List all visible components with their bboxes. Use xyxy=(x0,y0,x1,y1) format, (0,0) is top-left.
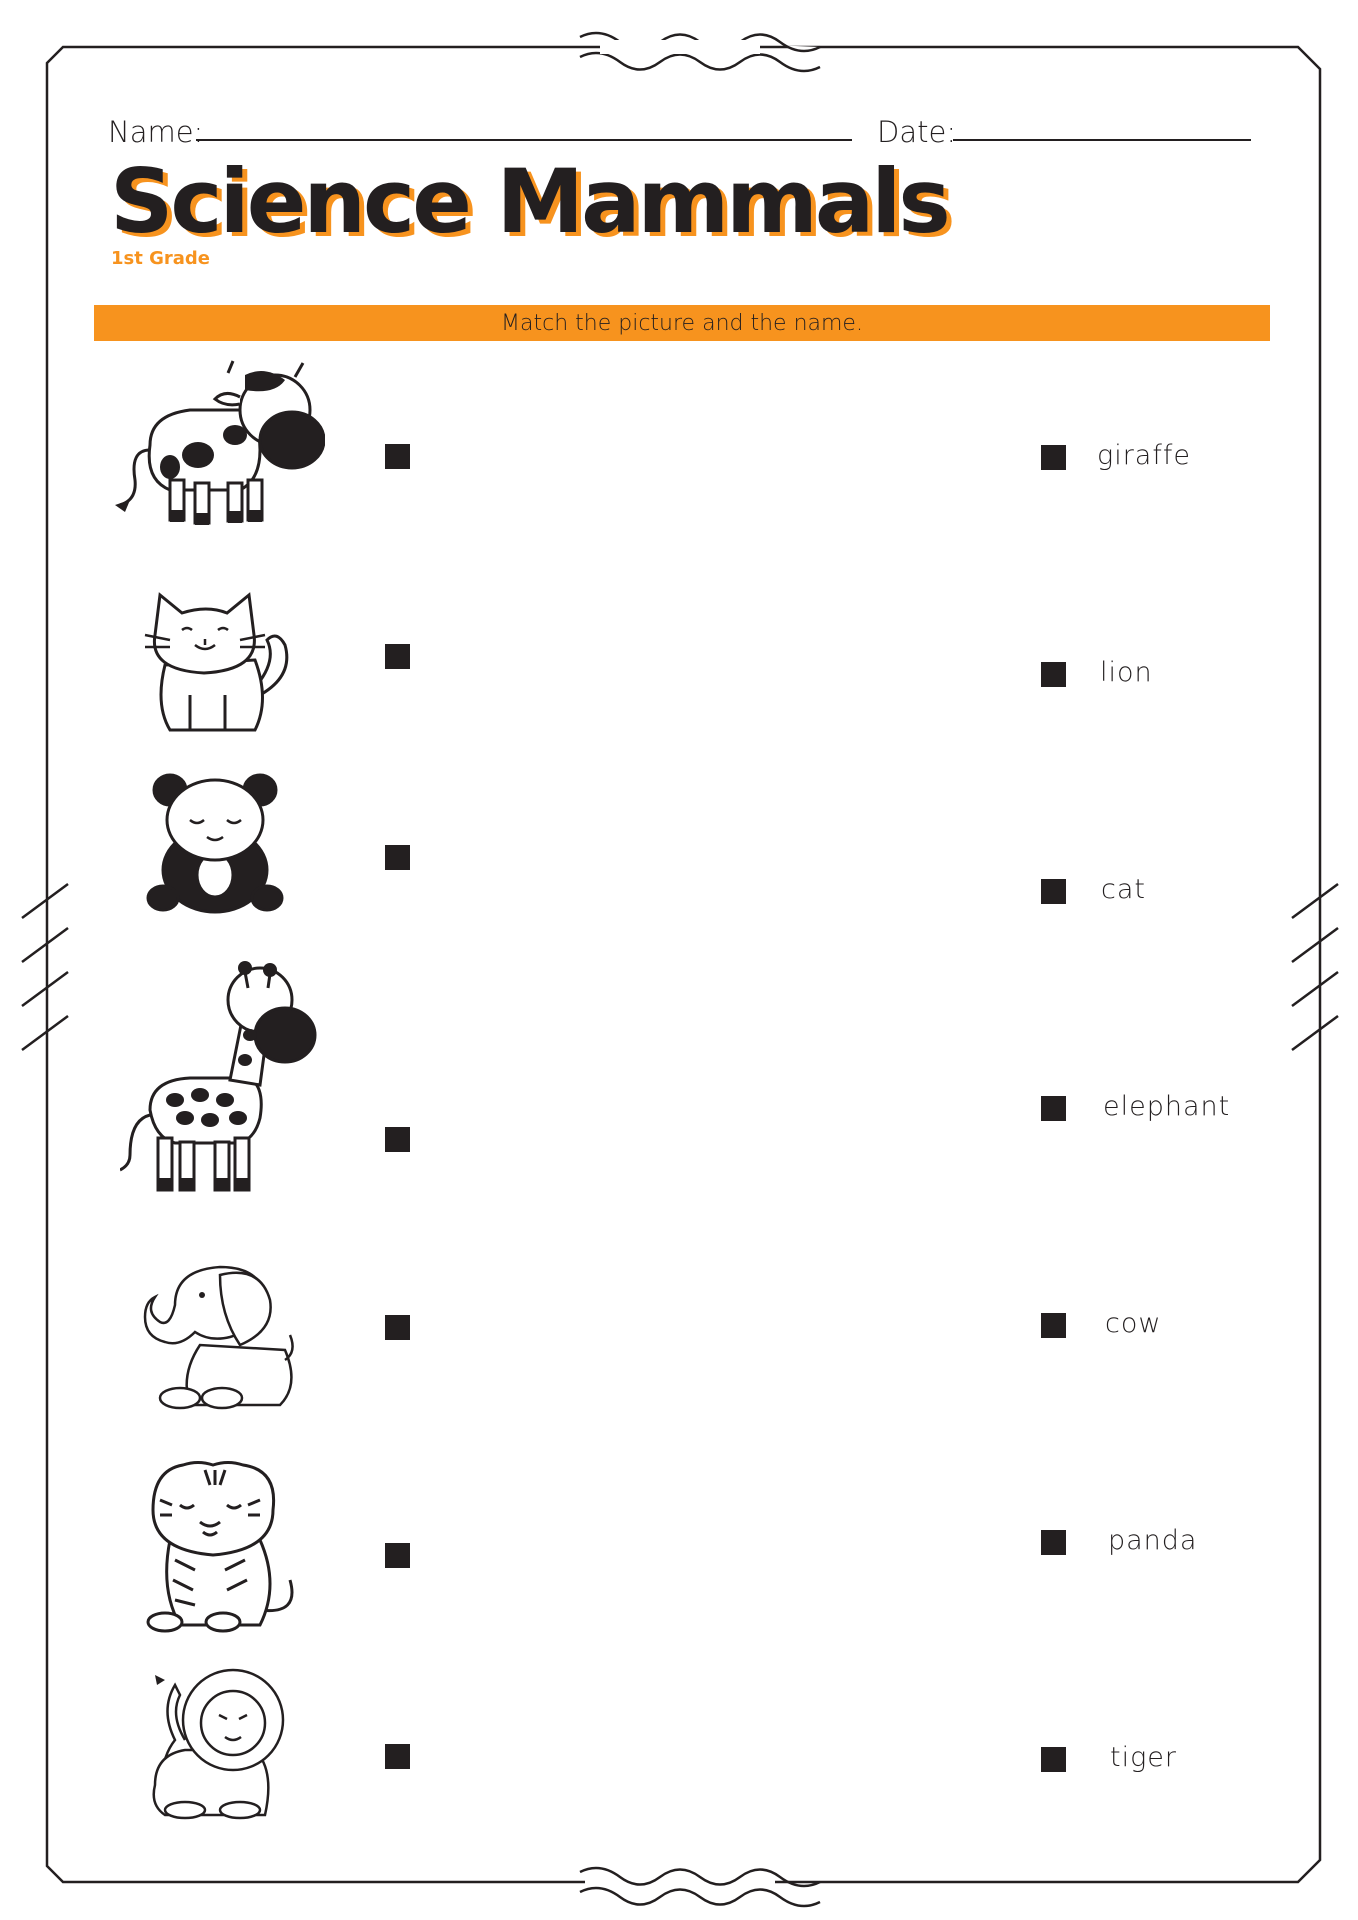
word-cow: cow xyxy=(1105,1308,1162,1339)
right-dot-cat[interactable] xyxy=(1041,879,1066,904)
right-dot-elephant[interactable] xyxy=(1041,1096,1066,1121)
right-dot-lion[interactable] xyxy=(1041,662,1066,687)
left-dot-cat[interactable] xyxy=(385,644,410,669)
instruction-banner xyxy=(94,305,1270,341)
date-line[interactable] xyxy=(953,139,1251,141)
word-elephant: elephant xyxy=(1103,1091,1231,1122)
left-dot-giraffe[interactable] xyxy=(385,1127,410,1152)
right-dot-cow[interactable] xyxy=(1041,1313,1066,1338)
left-dot-lion[interactable] xyxy=(385,1744,410,1769)
left-dot-tiger[interactable] xyxy=(385,1543,410,1568)
word-cat: cat xyxy=(1101,874,1146,905)
giraffe-picture xyxy=(120,960,320,1210)
date-label: Date: xyxy=(877,115,957,149)
word-panda: panda xyxy=(1108,1525,1198,1556)
tiger-picture xyxy=(145,1460,295,1635)
lion-picture xyxy=(145,1665,295,1820)
name-label: Name: xyxy=(108,115,204,149)
word-tiger: tiger xyxy=(1110,1742,1178,1773)
left-dot-panda[interactable] xyxy=(385,845,410,870)
left-dot-cow[interactable] xyxy=(385,444,410,469)
right-dot-panda[interactable] xyxy=(1041,1530,1066,1555)
right-slash-ornament xyxy=(1292,884,1338,1050)
right-dot-tiger[interactable] xyxy=(1041,1747,1066,1772)
elephant-picture xyxy=(140,1260,300,1420)
name-line[interactable] xyxy=(196,139,852,141)
page-title: Science Mammals xyxy=(110,150,948,253)
panda-picture xyxy=(145,765,285,915)
word-lion: lion xyxy=(1100,657,1153,688)
cat-picture xyxy=(140,575,300,735)
instruction-text: Match the picture and the name. xyxy=(501,310,863,336)
cow-picture xyxy=(110,355,325,540)
word-giraffe: giraffe xyxy=(1097,440,1191,471)
left-slash-ornament xyxy=(22,884,68,1050)
grade-label: 1st Grade xyxy=(111,248,210,269)
right-dot-giraffe[interactable] xyxy=(1041,445,1066,470)
left-dot-elephant[interactable] xyxy=(385,1315,410,1340)
